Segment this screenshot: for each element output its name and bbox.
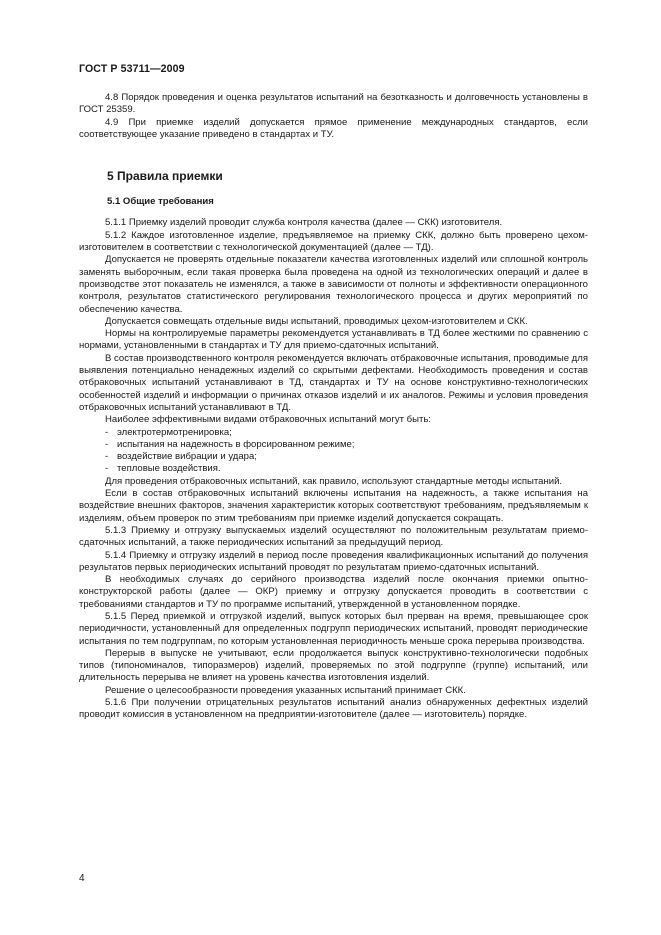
document-header: ГОСТ Р 53711—2009	[79, 63, 185, 75]
paragraph: Нормы на контролируемые параметры рекомендуется устанавливать в ТД более жесткими по сравнению с нормами, установленными в стандартах и ТУ для приемо-сдаточных испытаний.	[79, 328, 588, 352]
screening-tests-list	[79, 427, 588, 476]
paragraph: 5.1.4 Приемку и отгрузку изделий в период после проведения квалификационных испытаний до получения результатов первых периодических испытаний проводят по результатам приемо-сдаточных испытаний.	[79, 549, 588, 573]
paragraph: В необходимых случаях до серийного производства изделий после окончания приемки опытно-конструкторской работы (далее — ОКР) приемку и отгрузку допускается проводить в соответствии с требованиями стандартов и ТУ по программе испытаний, утвержденной в установленном порядке.	[79, 574, 588, 610]
subsection-title: 5.1 Общие требования	[107, 196, 214, 208]
paragraph: Перерыв в выпуске не учитывают, если продолжается выпуск конструктивно-технологически подобных типов (типономиналов, типоразмеров) изделий, проверяемых по этой подгруппе (группе) испытаний, или длительность перерыва не влияет на уровень качества изготовления изделий.	[79, 647, 588, 684]
paragraph: Наиболее эффективными видами отбраковочных испытаний могут быть:	[105, 414, 431, 426]
paragraph: Решение о целесообразности проведения указанных испытаний принимает СКК.	[105, 684, 466, 696]
paragraph: 5.1.1 Приемку изделий проводит служба контроля качества (далее — СКК) изготовителя.	[105, 217, 503, 229]
list-item: - электротермотренировка;	[105, 426, 232, 438]
list-item: - испытания на надежность в форсированном режиме;	[105, 438, 355, 450]
list-item: - тепловые воздействия.	[105, 463, 221, 475]
list-item: - воздействие вибрации и удара;	[105, 451, 257, 463]
page-number: 4	[79, 873, 85, 884]
paragraph: Если в состав отбраковочных испытаний включены испытания на надежность, а также испытания на воздействие внешних факторов, значения характеристик которых соответствуют требованиям, предъявляемым к изделиям, объем проверок по этим требованиям при приемке изделий допускается сокращать.	[79, 488, 588, 524]
paragraph: Для проведения отбраковочных испытаний, как правило, используют стандартные методы испытаний.	[105, 475, 563, 487]
paragraph: Допускается не проверять отдельные показатели качества изготовленных изделий или сплошной контроль заменять выборочным, если такая проверка была проведена на одной из технологических операций и далее в производстве этот показатель не изменялся, а также в зависимости от полноты и эффективности операционного контроля, результатов статистического регулирования технологического процесса и других мероприятий по обеспечению качества.	[79, 254, 588, 315]
paragraph: 5.1.5 Перед приемкой и отгрузкой изделий, выпуск которых был прерван на время, превышающее срок периодичности, установленный для определенных подгрупп периодических испытаний, проводят периодические испытания по тем подгруппам, по которым установленная периодичность меньше срока перерыва производства.	[79, 610, 588, 647]
document-body	[79, 92, 588, 722]
paragraph-4-8: 4.8 Порядок проведения и оценка результатов испытаний на безотказность и долговечность установлены в ГОСТ 25359.	[79, 92, 588, 116]
section-title: 5 Правила приемки	[107, 169, 223, 184]
paragraph: Допускается совмещать отдельные виды испытаний, проводимых цехом-изготовителем и СКК.	[105, 315, 528, 327]
paragraph: В состав производственного контроля рекомендуется включать отбраковочные испытания, проводимые для выявления потенциально ненадежных изделий со скрытыми дефектами. Необходимость проведения и состав отбраковочных испытаний устанавливают в ТД, стандартах и ТУ на основе конструктивно-технологических особенностей изделий и информации о причинах отказов изделий и их аналогов. Режимы и условия проведения отбраковочных испытаний устанавливают в ТД.	[79, 352, 588, 413]
paragraph: 5.1.2 Каждое изготовленное изделие, предъявляемое на приемку СКК, должно быть проверено цехом-изготовителем в соответствии с технологической документацией (далее — ТД).	[79, 229, 588, 254]
paragraph-4-9: 4.9 При приемке изделий допускается прямое применение международных стандартов, если соответствующее указание приведено в стандартах и ТУ.	[79, 116, 588, 140]
paragraph: 5.1.6 При получении отрицательных результатов испытаний анализ обнаруженных дефектных изделий проводит комиссия в установленном на предприятии-изготовителе (далее — изготовитель) порядке.	[79, 697, 588, 721]
paragraph: 5.1.3 Приемку и отгрузку выпускаемых изделий осуществляют по положительным результатам приемо-сдаточных испытаний, а также периодических испытаний за предыдущий период.	[79, 524, 588, 549]
